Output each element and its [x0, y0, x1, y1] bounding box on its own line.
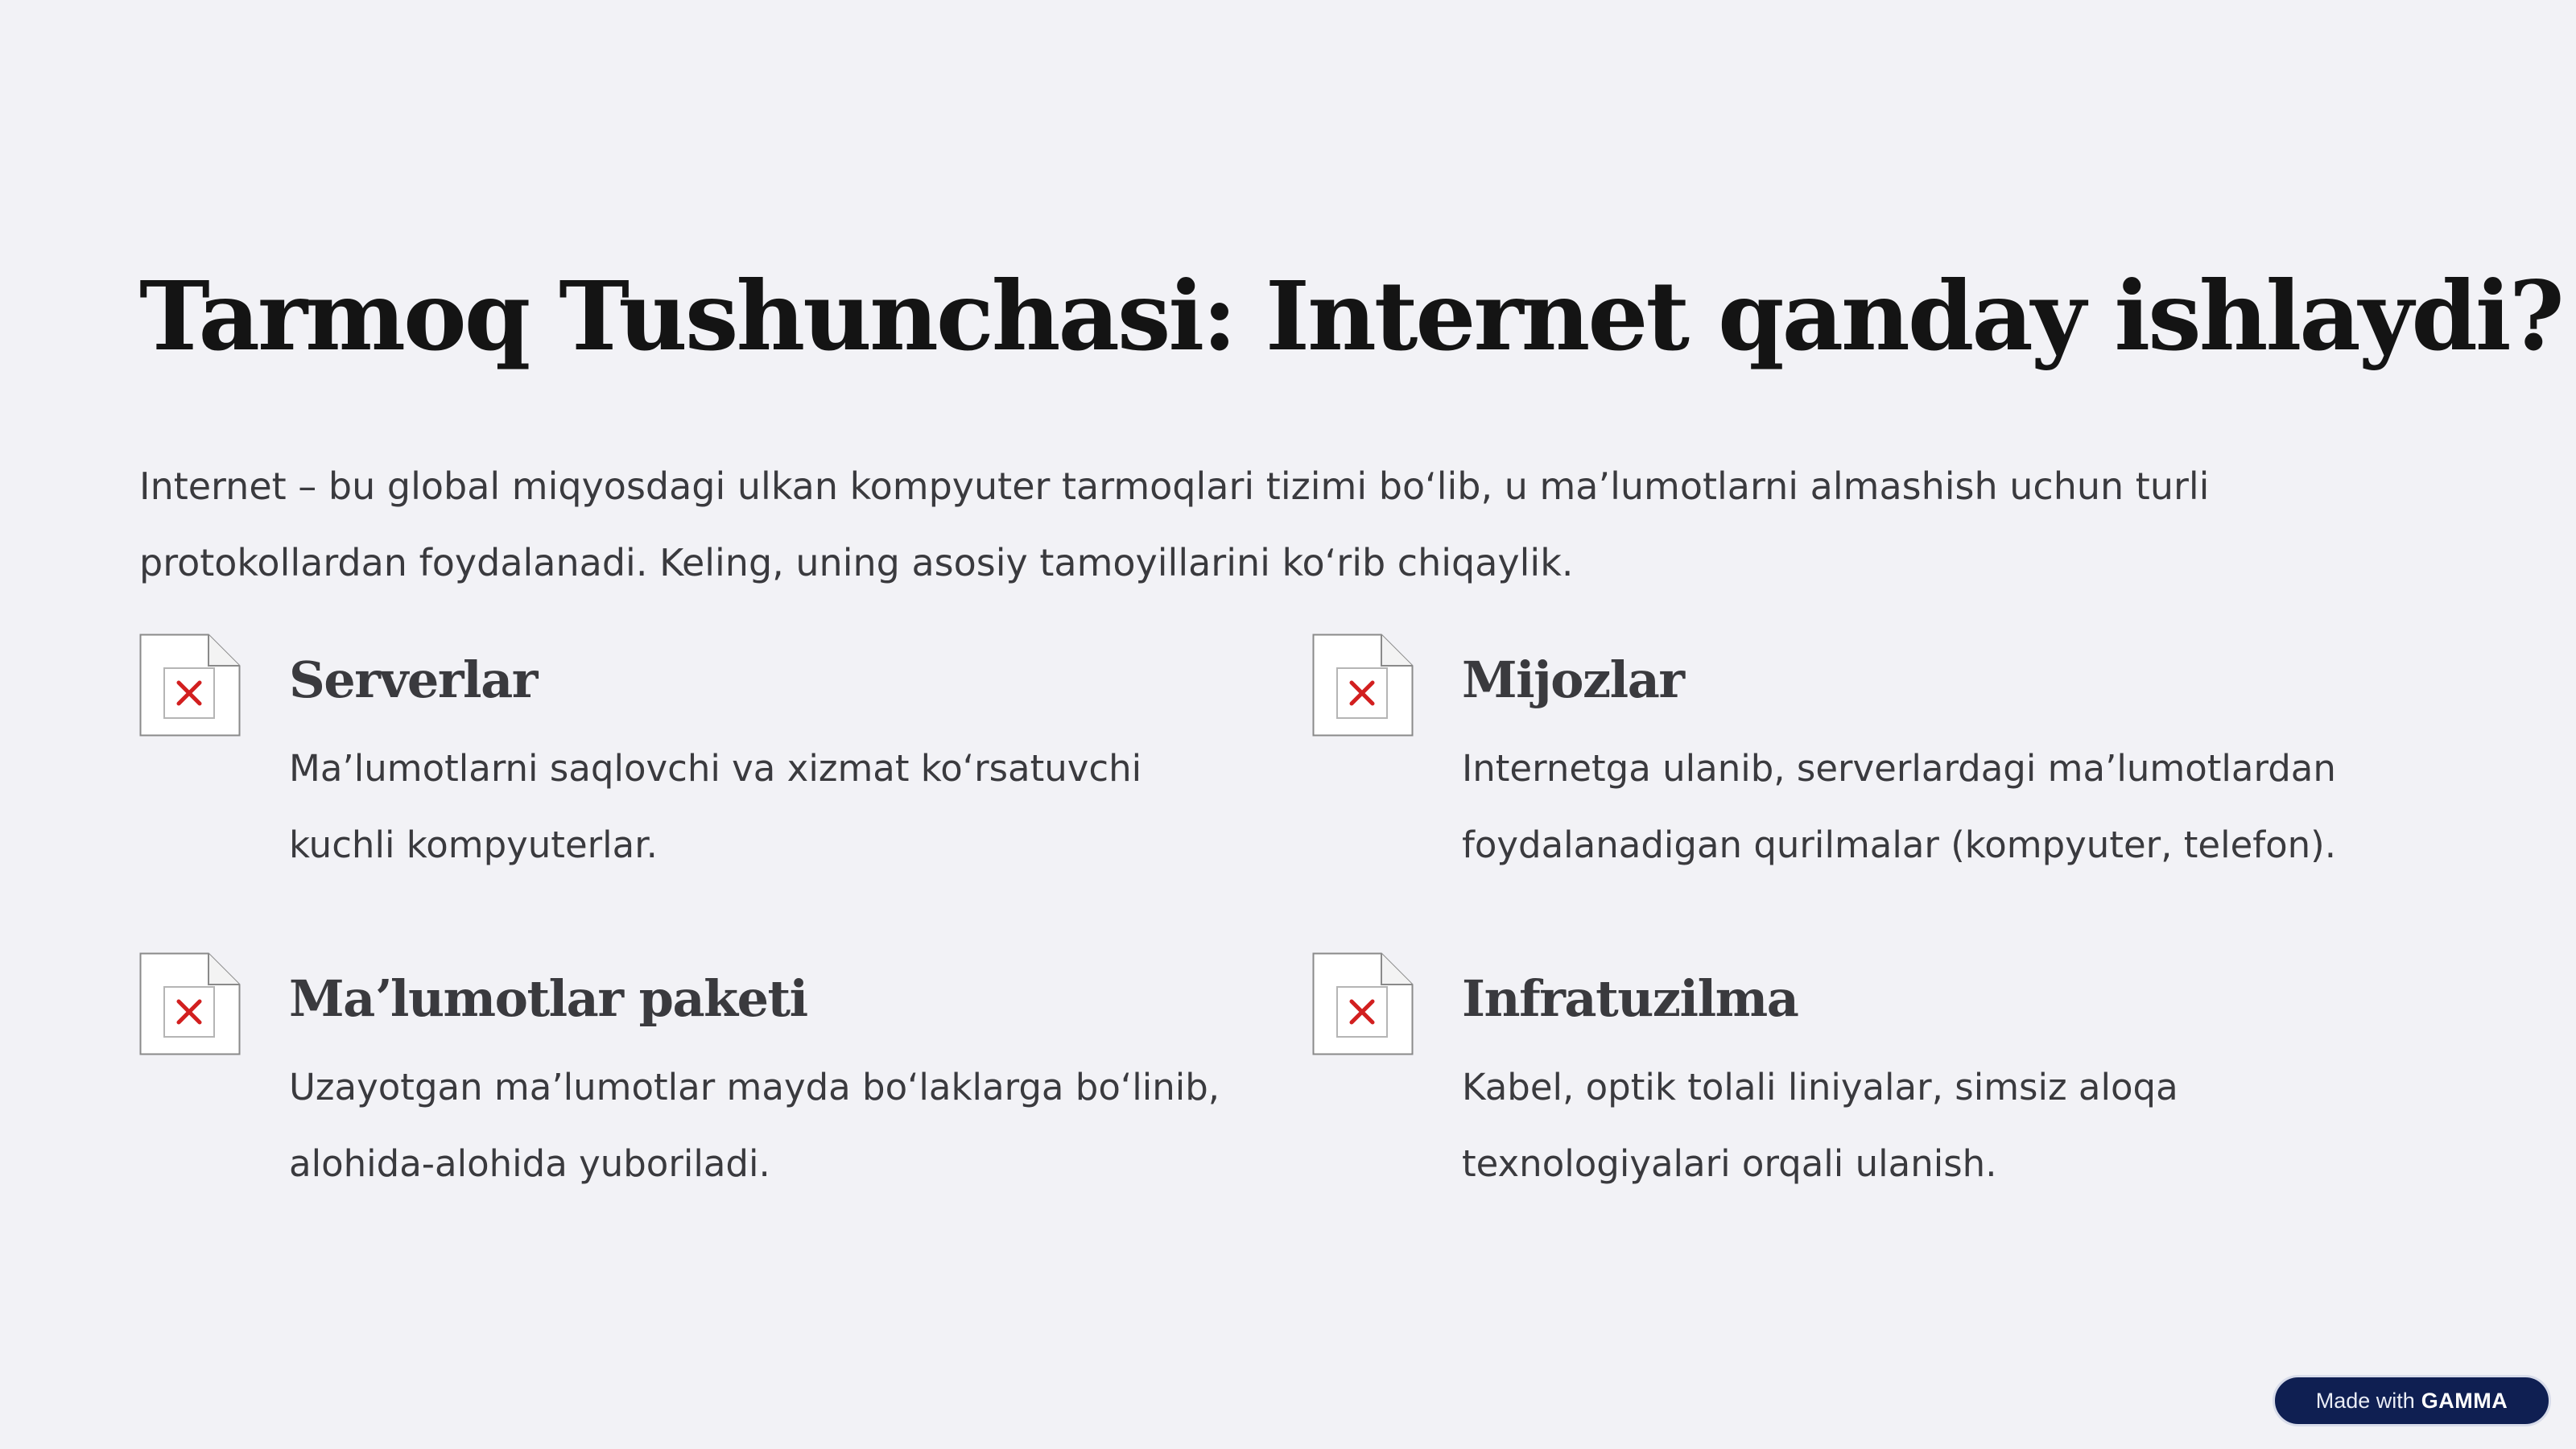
page-title: Tarmoq Tushunchasi: Internet qanday ishlaydi?	[139, 260, 2562, 372]
badge-made-with-text: Made with	[2315, 1388, 2415, 1413]
broken-image-icon	[1312, 634, 1414, 737]
gamma-logo: GAMMA	[2421, 1388, 2508, 1413]
card-title: Mijozlar	[1462, 650, 1684, 709]
card-serverlar	[139, 634, 1202, 899]
card-description: Maʼlumotlarni saqlovchi va xizmat koʻrsatuvchi kuchli kompyuterlar.	[289, 747, 1142, 866]
card-infratuzilma	[1312, 952, 2375, 1218]
broken-image-icon	[139, 952, 241, 1055]
broken-image-icon	[139, 634, 241, 737]
card-malumotlar-paketi	[139, 952, 1220, 1218]
intro-text: Internet – bu global miqyosdagi ulkan kompyuter tarmoqlari tizimi boʻlib, u maʼlumotlarni almashish uchun turli protokollardan foydalanadi. Keling, uning asosiy tamoyillarini koʻrib chiqaylik.	[139, 464, 2210, 584]
card-mijozlar	[1312, 634, 2375, 899]
broken-image-icon	[1312, 952, 1414, 1055]
card-title: Serverlar	[289, 650, 537, 709]
card-description: Uzayotgan maʼlumotlar mayda boʻlaklarga boʻlinib, alohida-alohida yuboriladi.	[289, 1066, 1220, 1185]
card-title: Infratuzilma	[1462, 969, 1798, 1028]
card-title: Maʼlumotlar paketi	[289, 969, 807, 1028]
card-description: Internetga ulanib, serverlardagi maʼlumotlardan foydalanadigan qurilmalar (kompyuter, telefon).	[1462, 747, 2337, 866]
card-description: Kabel, optik tolali liniyalar, simsiz aloqa texnologiyalari orqali ulanish.	[1462, 1066, 2178, 1185]
made-with-gamma-badge[interactable]	[2273, 1375, 2551, 1426]
